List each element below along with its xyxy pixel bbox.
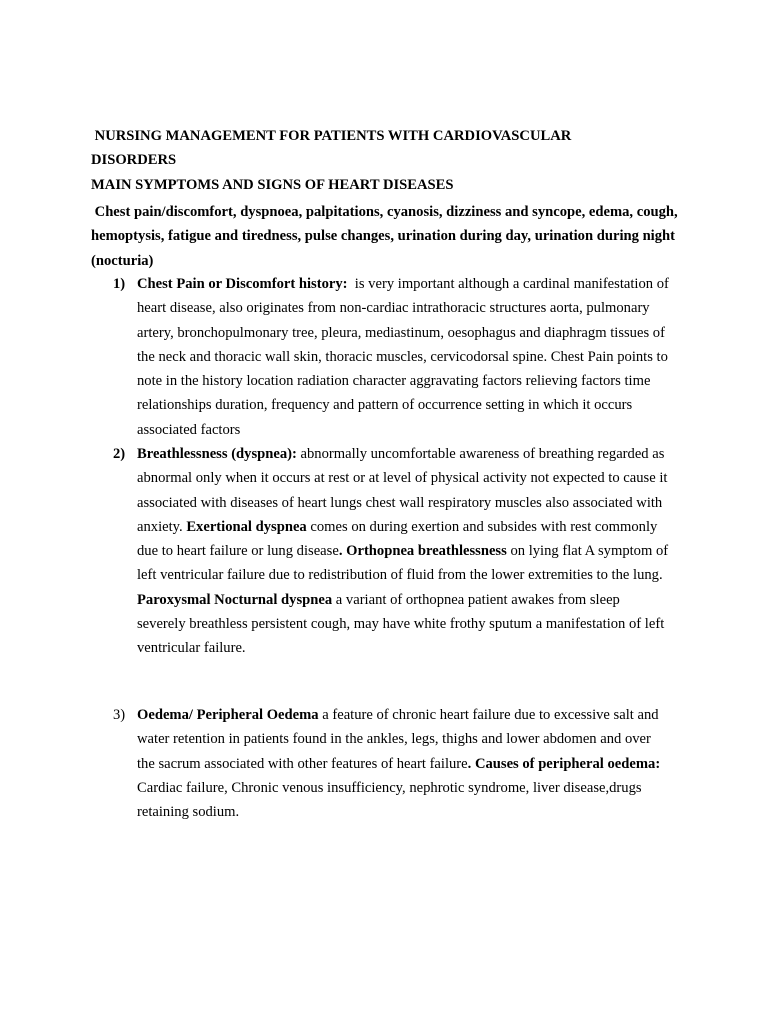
list-item-body [137, 272, 672, 442]
title-line-2: DISORDERS [91, 152, 177, 169]
term-oedema: Oedema/ Peripheral Oedema [137, 707, 319, 723]
orthopnea-text: on lying flat A symptom of left ventricular failure due to redistribution of fluid from the lower extremities to the lung. [137, 543, 672, 584]
list-item-number: 2) [113, 446, 126, 462]
exertional-dyspnea-text: comes on during exertion and subsides with rest commonly due to heart failure or lung disease [137, 518, 661, 560]
term-causes-of-oedema: . Causes of peripheral oedema: [467, 755, 661, 772]
symptoms-summary: Chest pain/discomfort, dyspnoea, palpitations, cyanosis, dizziness and syncope, edema, cough, hemoptysis, fatigue and tiredness, pulse changes, urination during day, urination during night (nocturia) [91, 204, 682, 269]
chest-pain-text: is very important although a cardinal manifestation of heart disease, also originates from non-cardiac intrathoracic structures aorta, pulmonary artery, bronchopulmonary tree, pleura, mediastinum, oesophagus and diaphragm tissues of the neck and thoracic wall skin, thoracic muscles, cervicodorsal spine. Chest Pain points to note in the history location radiation character aggravating factors relieving factors time relationships duration, frequency and pattern of occurrence setting in which it occurs associated factors [137, 276, 673, 438]
causes-of-oedema-text: Cardiac failure, Chronic venous insufficiency, nephrotic syndrome, liver disease,drugs retaining sodium. [137, 755, 668, 821]
oedema-text: a feature of chronic heart failure due to excessive salt and water retention in patients found in the ankles, legs, thighs and lower abdomen and over the sacrum associated with other features of heart failure [137, 707, 663, 772]
list-item-body [137, 703, 672, 824]
list-item-number: 3) [113, 707, 126, 723]
title-line-1: NURSING MANAGEMENT FOR PATIENTS WITH CARDIOVASCULAR [91, 128, 572, 144]
term-orthopnea: . Orthopnea breathlessness [338, 543, 507, 560]
section-subtitle: MAIN SYMPTOMS AND SIGNS OF HEART DISEASES [91, 177, 454, 193]
term-paroxysmal-nocturnal-dyspnea: Paroxysmal Nocturnal dyspnea [137, 591, 333, 608]
paroxysmal-nocturnal-dyspnea-text: a variant of orthopnea patient awakes from sleep severely breathless persistent cough, may have white frothy sputum a manifestation of left ventricular failure. [137, 591, 668, 657]
term-chest-pain: Chest Pain or Discomfort history: [137, 276, 348, 292]
list-item-number: 1) [113, 276, 126, 292]
term-breathlessness: Breathlessness (dyspnea): [137, 446, 297, 462]
term-exertional-dyspnea: Exertional dyspnea [186, 518, 307, 535]
document-title [91, 124, 691, 173]
list-item-body [137, 442, 672, 661]
breathlessness-text: abnormally uncomfortable awareness of breathing regarded as abnormal only when it occurs at rest or at level of physical activity not expected to cause it associated with diseases of heart lungs chest wall respiratory muscles also associated with anxiety. [137, 446, 672, 535]
